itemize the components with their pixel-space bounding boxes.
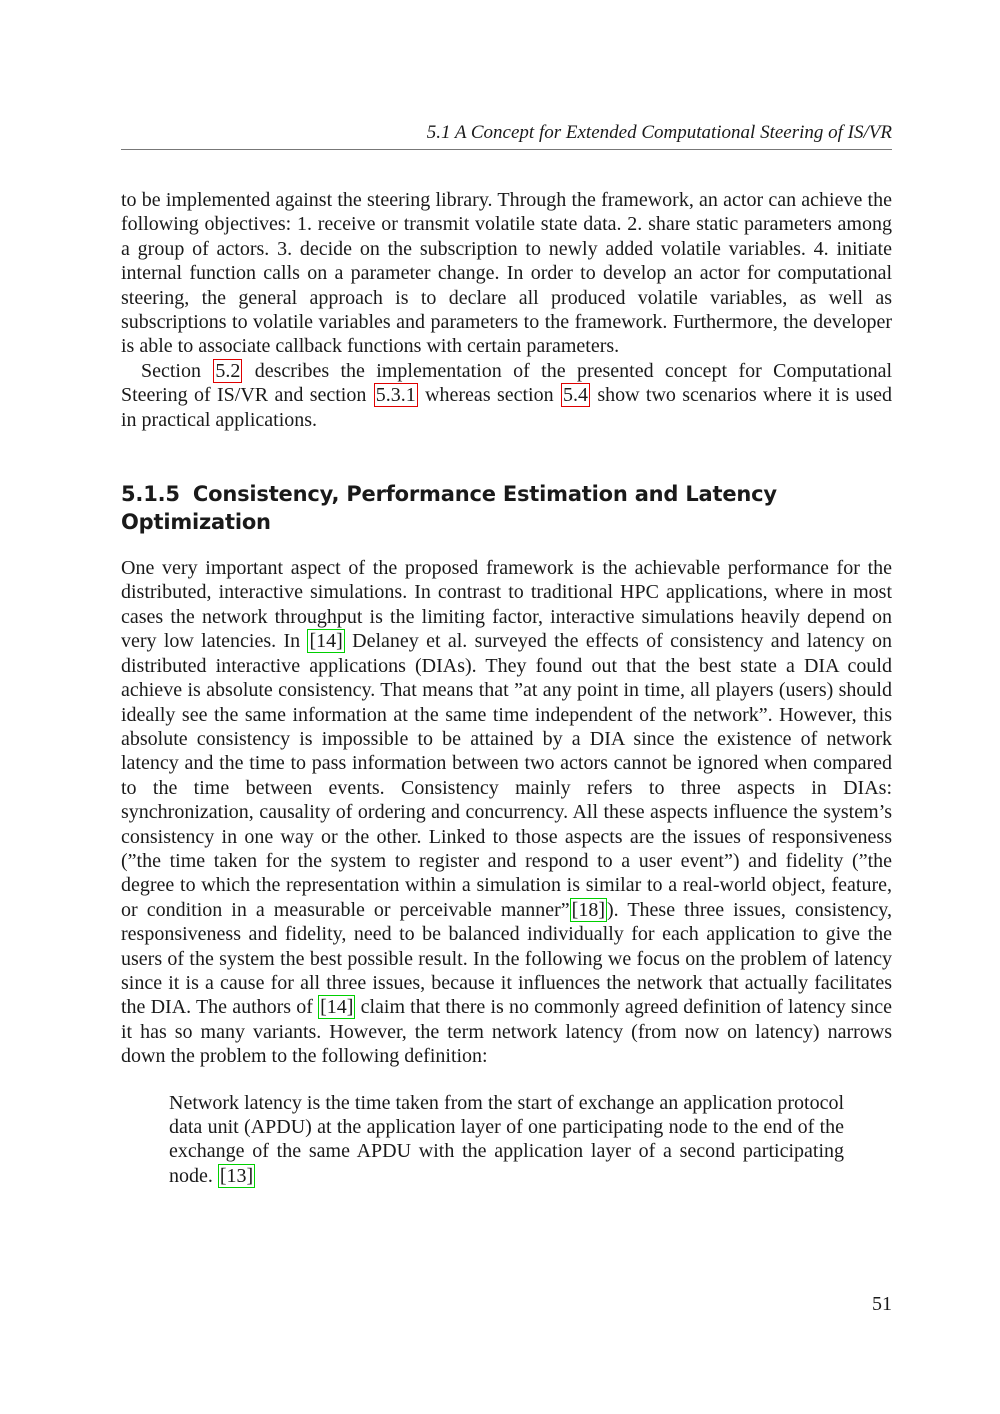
citation-link[interactable]: [14] xyxy=(309,630,343,653)
section-heading xyxy=(121,480,892,536)
paragraph-3-text: One very important aspect of the proposed framework is the achievable performance for the distributed, interactive simulations. In contrast to traditional HPC applications, where in most cases the network throughput is the limiting factor, interactive simulations heavily depend on very low latencies. In xyxy=(121,557,892,653)
paragraph-2-text: whereas section xyxy=(425,384,554,407)
paragraph-2-text: describes the implementation of the presented concept for Computational Steering of IS/VR and section xyxy=(121,359,893,407)
paragraph-1: to be implemented against the steering library. Through the framework, an actor can achieve the following objectives: 1. receive or transmit volatile state data. 2. share static parameters among a group of actors. 3. decide on the subscription to newly added volatile variables. 4. initiate internal function calls on a parameter change. In order to develop an actor for computational steering, the general approach is to declare all produced volatile variables, as well as subscriptions to volatile variables and parameters to the framework. Furthermore, the developer is able to associate callback functions with certain parameters. xyxy=(121,189,892,358)
citation-link[interactable]: [14] xyxy=(320,996,354,1019)
body-text xyxy=(121,188,892,1188)
section-ref-link[interactable]: 5.3.1 xyxy=(375,384,416,407)
paragraph-3-text: claim that there is no commonly agreed definition of latency since it has so many variants. However, the term network latency (from now on latency) narrows down the problem to the following definition: xyxy=(121,996,893,1068)
running-head: 5.1 A Concept for Extended Computational Steering of IS/VR xyxy=(121,121,892,150)
section-ref-link[interactable]: 5.2 xyxy=(215,359,241,382)
paragraph-2-text: Section xyxy=(141,359,201,382)
quote-paragraph xyxy=(169,1091,844,1189)
paragraph-3 xyxy=(121,556,892,1069)
citation-link[interactable]: [18] xyxy=(571,898,605,921)
definition-quote xyxy=(169,1091,844,1189)
paragraph-3-text: Delaney et al. surveyed the effects of consistency and latency on distributed interactive applications (DIAs). They found out that the best state a DIA could achieve is absolute consistency. That means that ”at any point in time, all players (users) should ideally see the same information at the same time independent of the network”. However, this absolute consistency is impossible to be attained by a DIA since the existence of network latency and the time to pass information between two actors cannot be ignored when compared to the time between events. Consistency mainly refers to three aspects in DIAs: synchronization, causality of ordering and concurrency. All these aspects influence the system’s consistency in one way or the other. Linked to those aspects are the issues of responsiveness (”the time taken for the system to register and respond to a user event”) and fidelity (”the degree to which the representation within a simulation is similar to a real-world object, feature, or condition in a measurable or perceivable manner” xyxy=(121,630,893,921)
section-ref-link[interactable]: 5.4 xyxy=(562,384,588,407)
section-title: Consistency, Performance Estimation and Latency Optimization xyxy=(121,482,777,535)
paragraph-3-text: ). These three issues, consistency, responsiveness and fidelity, need to be balanced individually for each application to give the users of the system the best possible result. In the following we focus on the problem of latency since it is a cause for all three issues, because it influences the network that actually facilitates the DIA. The authors of xyxy=(121,898,892,1019)
page-number: 51 xyxy=(872,1293,892,1315)
paragraph-2-text: show two scenarios where it is used in practical applications. xyxy=(121,384,893,431)
citation-link[interactable]: [13] xyxy=(219,1164,254,1187)
section-number: 5.1.5 xyxy=(121,482,180,507)
paragraph-2 xyxy=(121,359,892,432)
quote-text: Network latency is the time taken from the start of exchange an application protocol data unit (APDU) at the application layer of one participating node to the end of the exchange of the same APDU with the application layer of a second participating node. xyxy=(169,1091,844,1187)
